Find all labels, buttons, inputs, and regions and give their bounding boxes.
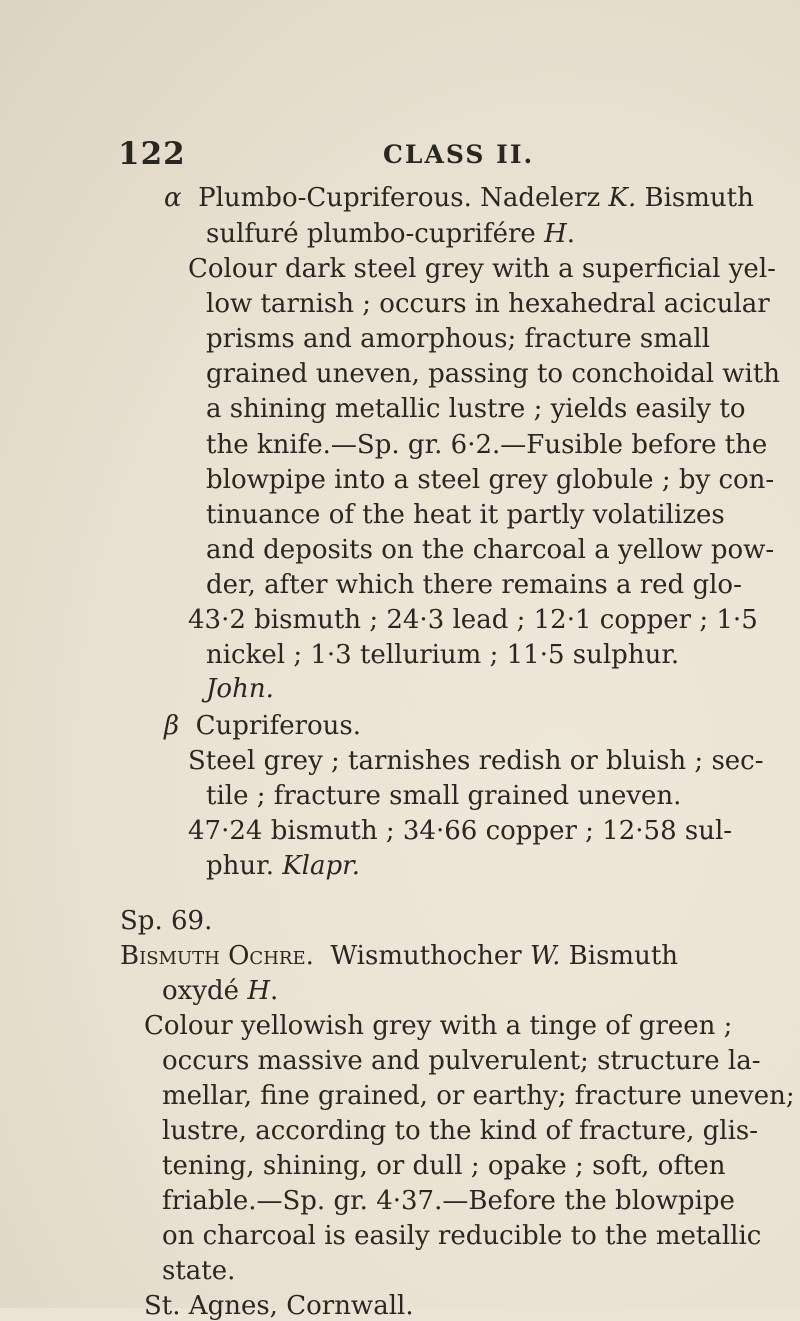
text-line: blowpipe into a steel grey globule ; by con- [206,465,775,495]
text-line: friable.—Sp. gr. 4·37.—Before the blowpipe [162,1186,735,1216]
text-line: lustre, according to the kind of fracture, glis- [162,1116,759,1146]
page-number: 122 [118,136,186,172]
text-line: tening, shining, or dull ; opake ; soft, often [162,1151,726,1181]
text-line: oxydé H. [162,976,279,1006]
text-line: β Cupriferous. [164,711,362,741]
text-line: tile ; fracture small grained uneven. [206,781,682,811]
text-line: Bismuth Ochre. Wismuthocher W. Bismuth [120,941,679,971]
running-head: CLASS II. [383,140,535,169]
text-line: grained uneven, passing to conchoidal with [206,359,781,389]
text-line: on charcoal is easily reducible to the metallic [162,1221,762,1251]
text-line: 47·24 bismuth ; 34·66 copper ; 12·58 sul- [188,816,733,846]
text-line: a shining metallic lustre ; yields easily to [206,394,746,424]
text-line: state. [162,1256,236,1286]
text-line: Colour yellowish grey with a tinge of green ; [144,1011,733,1041]
page-header [0,136,800,180]
text-line: Steel grey ; tarnishes redish or bluish ; sec- [188,746,764,776]
text-line: 43·2 bismuth ; 24·3 lead ; 12·1 copper ; 1·5 [188,605,758,635]
text-line: phur. Klapr. [206,851,360,881]
text-line: and deposits on the charcoal a yellow pow- [206,535,775,565]
text-line: mellar, fine grained, or earthy; fracture uneven; [162,1081,795,1111]
text-line: Colour dark steel grey with a superficial yel- [188,254,776,284]
text-line: tinuance of the heat it partly volatilizes [206,500,725,530]
locality: St. Agnes, Cornwall. [144,1291,414,1321]
text-line: der, after which there remains a red glo- [206,570,742,600]
species-number: Sp. 69. [120,906,213,936]
text-line: sulfuré plumbo-cuprifére H. [206,219,576,249]
text-line: occurs massive and pulverulent; structure la- [162,1046,761,1076]
text-line: the knife.—Sp. gr. 6·2.—Fusible before the [206,430,768,460]
author-attribution: John. [206,674,274,704]
text-line: nickel ; 1·3 tellurium ; 11·5 sulphur. [206,640,680,670]
text-line: low tarnish ; occurs in hexahedral acicular [206,289,770,319]
text-line: prisms and amorphous; fracture small [206,324,711,354]
text-line: α Plumbo-Cupriferous. Nadelerz K. Bismuth [164,183,754,213]
